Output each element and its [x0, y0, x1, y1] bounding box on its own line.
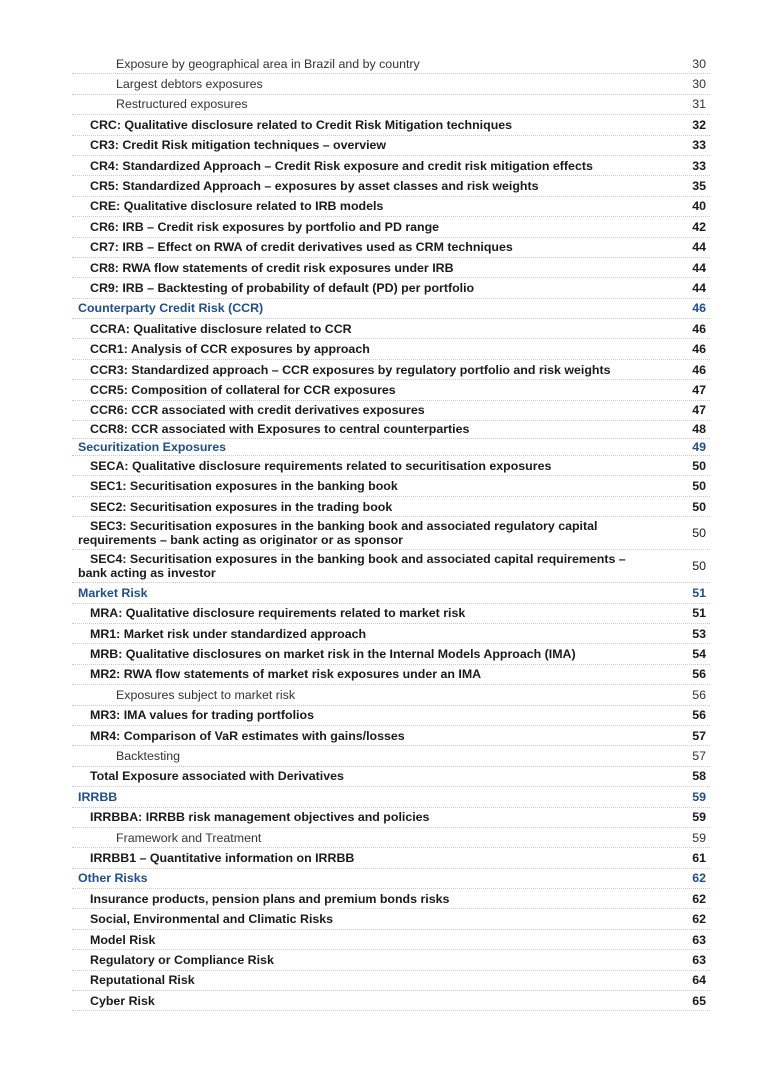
toc-entry-row[interactable]	[72, 726, 710, 746]
toc-page-number: 50	[692, 559, 706, 574]
toc-page-number: 30	[692, 77, 706, 92]
toc-entry-row[interactable]	[72, 136, 710, 156]
toc-entry-label: CR9: IRB – Backtesting of probability of default (PD) per portfolio	[90, 280, 475, 295]
toc-page-number: 57	[692, 728, 706, 743]
toc-entry-label: CRE: Qualitative disclosure related to IRB models	[90, 199, 384, 214]
toc-entry-label: Other Risks	[78, 871, 148, 886]
toc-entry-label: SEC4: Securitisation exposures in the banking book and associated capital requirements – bank acting as investor	[78, 552, 626, 581]
toc-entry-row[interactable]	[72, 476, 710, 496]
toc-page-number: 58	[692, 769, 706, 784]
toc-page-number: 46	[692, 362, 706, 377]
toc-page-number: 48	[692, 422, 706, 437]
toc-entry-label: IRRBB	[78, 789, 118, 804]
toc-entry-label: Framework and Treatment	[116, 830, 262, 845]
toc-entry-row[interactable]	[72, 217, 710, 237]
toc-entry-row[interactable]	[72, 95, 710, 115]
toc-entry-row[interactable]	[72, 456, 710, 476]
toc-entry-row[interactable]	[72, 380, 710, 400]
toc-page-number: 62	[692, 891, 706, 906]
toc-page-number: 59	[692, 830, 706, 845]
toc-page-number: 30	[692, 56, 706, 71]
toc-page-number: 63	[692, 952, 706, 967]
toc-page-number: 46	[692, 301, 706, 316]
toc-entry-label: Social, Environmental and Climatic Risks	[90, 912, 334, 927]
toc-entry-label: Market Risk	[78, 585, 148, 600]
toc-page-number: 50	[692, 499, 706, 514]
toc-section-row[interactable]	[72, 787, 710, 807]
toc-page-number: 50	[692, 458, 706, 473]
toc-entry-label: CR7: IRB – Effect on RWA of credit derivatives used as CRM techniques	[90, 240, 513, 255]
toc-entry-row[interactable]	[72, 767, 710, 787]
toc-entry-row[interactable]	[72, 644, 710, 664]
toc-entry-label: Backtesting	[116, 749, 181, 764]
toc-entry-row[interactable]	[72, 74, 710, 94]
toc-page-number: 50	[692, 526, 706, 541]
toc-page-number: 46	[692, 321, 706, 336]
toc-entry-label: Regulatory or Compliance Risk	[90, 952, 274, 967]
toc-entry-label: Securitization Exposures	[78, 439, 227, 454]
toc-entry-label: MRB: Qualitative disclosures on market risk in the Internal Models Approach (IMA)	[90, 647, 576, 662]
toc-entry-row[interactable]	[72, 197, 710, 217]
toc-entry-row[interactable]	[72, 604, 710, 624]
toc-entry-row[interactable]	[72, 991, 710, 1011]
toc-entry-label: CR4: Standardized Approach – Credit Risk exposure and credit risk mitigation effects	[90, 158, 593, 173]
toc-section-row[interactable]	[72, 869, 710, 889]
toc-page-number: 33	[692, 138, 706, 153]
toc-page-number: 53	[692, 626, 706, 641]
toc-entry-row[interactable]	[72, 685, 710, 705]
toc-entry-row[interactable]	[72, 909, 710, 929]
toc-entry-label: SEC3: Securitisation exposures in the banking book and associated regulatory capital requirements – bank acting as originator or as sponsor	[78, 519, 598, 548]
toc-page-number: 49	[692, 439, 706, 454]
toc-entry-row[interactable]	[72, 258, 710, 278]
toc-entry-label: SEC1: Securitisation exposures in the banking book	[90, 479, 398, 494]
toc-entry-label: SECA: Qualitative disclosure requirements related to securitisation exposures	[90, 458, 552, 473]
toc-page-number: 54	[692, 647, 706, 662]
toc-entry-label: CCR5: Composition of collateral for CCR exposures	[90, 382, 396, 397]
toc-entry-row[interactable]	[72, 971, 710, 991]
toc-page-number: 44	[692, 240, 706, 255]
toc-page-number: 62	[692, 912, 706, 927]
toc-entry-label: MRA: Qualitative disclosure requirements related to market risk	[90, 606, 466, 621]
toc-entry-label: MR4: Comparison of VaR estimates with gains/losses	[90, 728, 405, 743]
table-of-contents	[72, 54, 710, 1011]
toc-entry-label: CR5: Standardized Approach – exposures by asset classes and risk weights	[90, 179, 539, 194]
toc-entry-row[interactable]	[72, 238, 710, 258]
toc-page-number: 62	[692, 871, 706, 886]
toc-page-number: 59	[692, 789, 706, 804]
toc-page-number: 46	[692, 342, 706, 357]
toc-page-number: 35	[692, 179, 706, 194]
toc-page-number: 64	[692, 973, 706, 988]
toc-entry-label: IRRBB1 – Quantitative information on IRRBB	[90, 850, 355, 865]
toc-entry-label: CCR3: Standardized approach – CCR exposures by regulatory portfolio and risk weights	[90, 362, 611, 377]
toc-page-number: 59	[692, 810, 706, 825]
toc-entry-row[interactable]	[72, 950, 710, 970]
toc-entry-row[interactable]	[72, 401, 710, 421]
toc-page-number: 47	[692, 403, 706, 418]
toc-entry-label: MR1: Market risk under standardized approach	[90, 626, 367, 641]
toc-entry-label: CCRA: Qualitative disclosure related to CCR	[90, 321, 352, 336]
toc-entry-label: CR6: IRB – Credit risk exposures by portfolio and PD range	[90, 219, 440, 234]
toc-entry-label: CRC: Qualitative disclosure related to Credit Risk Mitigation techniques	[90, 117, 513, 132]
toc-entry-row[interactable]	[72, 156, 710, 176]
toc-page-number: 40	[692, 199, 706, 214]
toc-entry-label: Insurance products, pension plans and premium bonds risks	[90, 891, 450, 906]
toc-page-number: 63	[692, 932, 706, 947]
toc-entry-label: Counterparty Credit Risk (CCR)	[78, 301, 264, 316]
toc-entry-row[interactable]	[72, 115, 710, 135]
toc-page-number: 65	[692, 993, 706, 1008]
toc-page-number: 51	[692, 585, 706, 600]
toc-entry-row[interactable]	[72, 517, 710, 550]
toc-page-number: 50	[692, 479, 706, 494]
toc-entry-label: Restructured exposures	[116, 97, 248, 112]
toc-page-number: 33	[692, 158, 706, 173]
toc-entry-row[interactable]	[72, 706, 710, 726]
toc-page-number: 51	[692, 606, 706, 621]
toc-entry-label: IRRBBA: IRRBB risk management objectives and policies	[90, 810, 430, 825]
toc-page-number: 56	[692, 687, 706, 702]
toc-entry-row[interactable]	[72, 848, 710, 868]
toc-section-row[interactable]	[72, 299, 710, 319]
toc-page-number: 57	[692, 749, 706, 764]
toc-entry-label: Largest debtors exposures	[116, 77, 263, 92]
toc-entry-label: CR3: Credit Risk mitigation techniques – overview	[90, 138, 387, 153]
toc-entry-row[interactable]	[72, 176, 710, 196]
toc-entry-row[interactable]	[72, 930, 710, 950]
toc-page-number: 44	[692, 280, 706, 295]
toc-entry-row[interactable]	[72, 360, 710, 380]
toc-entry-label: Exposure by geographical area in Brazil and by country	[116, 56, 420, 71]
toc-entry-row[interactable]	[72, 54, 710, 74]
toc-section-row[interactable]	[72, 583, 710, 603]
toc-entry-label: MR3: IMA values for trading portfolios	[90, 708, 314, 723]
toc-entry-label: Model Risk	[90, 932, 156, 947]
toc-entry-row[interactable]	[72, 624, 710, 644]
toc-entry-label: MR2: RWA flow statements of market risk exposures under an IMA	[90, 667, 482, 682]
toc-page-number: 47	[692, 382, 706, 397]
toc-entry-row[interactable]	[72, 808, 710, 828]
toc-section-row[interactable]	[72, 439, 710, 457]
toc-entry-row[interactable]	[72, 889, 710, 909]
toc-page-number: 44	[692, 260, 706, 275]
toc-page-number: 42	[692, 219, 706, 234]
toc-page-number: 61	[692, 850, 706, 865]
toc-entry-label: CCR8: CCR associated with Exposures to central counterparties	[90, 422, 470, 437]
toc-entry-label: Cyber Risk	[90, 993, 155, 1008]
toc-entry-label: Total Exposure associated with Derivatives	[90, 769, 344, 784]
toc-entry-row[interactable]	[72, 421, 710, 439]
toc-entry-row[interactable]	[72, 278, 710, 298]
toc-entry-label: SEC2: Securitisation exposures in the trading book	[90, 499, 393, 514]
toc-entry-row[interactable]	[72, 828, 710, 848]
toc-entry-row[interactable]	[72, 319, 710, 339]
toc-entry-row[interactable]	[72, 339, 710, 359]
toc-entry-row[interactable]	[72, 746, 710, 766]
toc-entry-label: CCR1: Analysis of CCR exposures by approach	[90, 342, 370, 357]
toc-entry-label: Exposures subject to market risk	[116, 687, 296, 702]
toc-entry-label: CCR6: CCR associated with credit derivatives exposures	[90, 403, 425, 418]
toc-page-number: 31	[692, 97, 706, 112]
toc-entry-label: Reputational Risk	[90, 973, 195, 988]
toc-page-number: 32	[692, 117, 706, 132]
toc-page-number: 56	[692, 708, 706, 723]
toc-entry-row[interactable]	[72, 497, 710, 517]
toc-entry-row[interactable]	[72, 665, 710, 685]
toc-page-number: 56	[692, 667, 706, 682]
toc-entry-row[interactable]	[72, 550, 710, 583]
toc-entry-label: CR8: RWA flow statements of credit risk exposures under IRB	[90, 260, 454, 275]
